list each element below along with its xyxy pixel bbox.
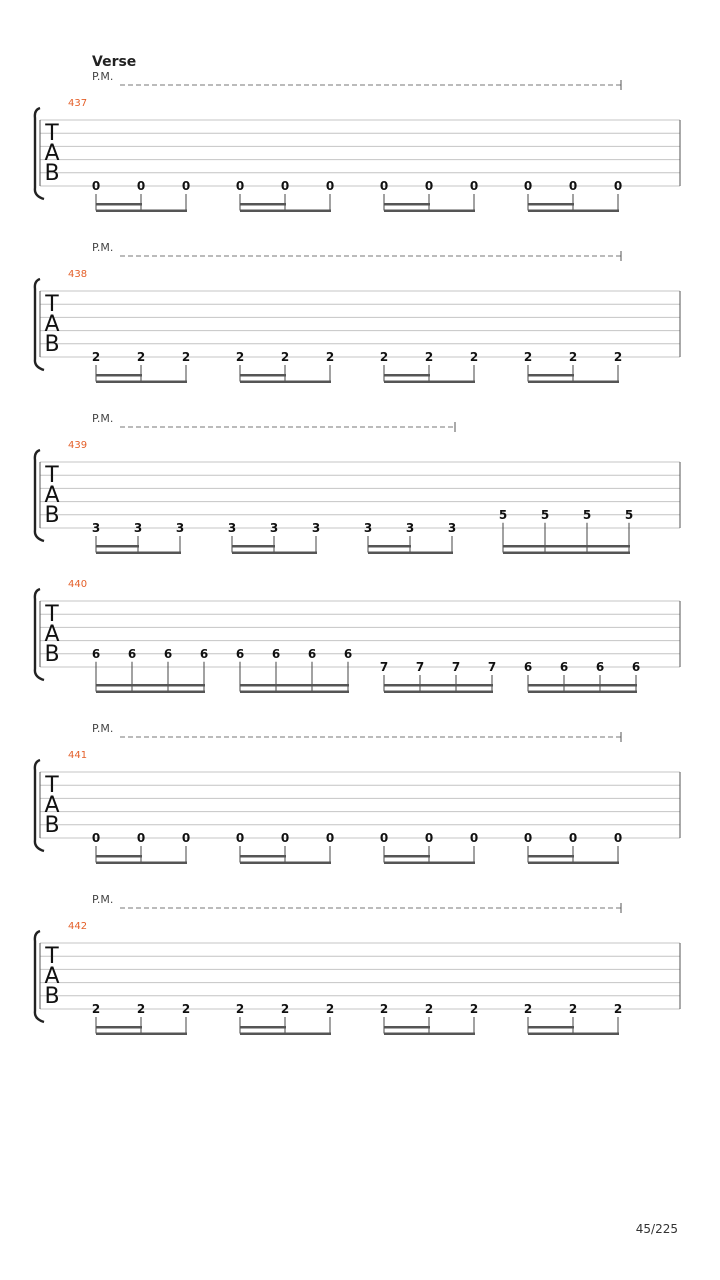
fret-number: 0 <box>325 179 335 193</box>
tab-letter: T <box>45 944 59 969</box>
beam-primary <box>503 552 630 555</box>
palm-mute-label: P.M. <box>92 893 114 906</box>
palm-mute-label: P.M. <box>92 241 114 254</box>
fret-number: 5 <box>582 507 592 522</box>
staff-svg <box>0 418 720 578</box>
system-bracket <box>35 279 44 370</box>
fret-number: 0 <box>235 179 245 193</box>
beam-secondary <box>528 203 574 206</box>
fret-number: 2 <box>379 1002 389 1016</box>
bar-number: 441 <box>68 750 88 761</box>
fret-number: 6 <box>127 646 137 661</box>
beam-primary <box>232 552 317 555</box>
beam-primary <box>528 691 637 694</box>
fret-number: 2 <box>235 1002 245 1016</box>
beam-secondary <box>96 545 139 548</box>
fret-number: 2 <box>424 350 434 364</box>
fret-number: 2 <box>469 1002 479 1016</box>
fret-number: 6 <box>271 646 281 661</box>
beam-primary <box>240 1033 331 1036</box>
tab-letter: T <box>45 463 59 488</box>
tab-letter: B <box>44 642 60 667</box>
beam-secondary <box>240 1026 286 1029</box>
tab-letter: A <box>44 622 60 647</box>
page-number: 45/225 <box>635 1222 678 1236</box>
fret-number: 6 <box>91 646 101 661</box>
tab-letter: B <box>44 984 60 1009</box>
fret-number: 6 <box>631 660 641 674</box>
beam-primary <box>528 1033 619 1036</box>
fret-number: 0 <box>424 831 434 845</box>
fret-number: 0 <box>280 831 290 845</box>
beam-secondary <box>528 855 574 858</box>
beam-primary <box>368 552 453 555</box>
tab-letter: A <box>44 141 60 166</box>
fret-number: 0 <box>280 179 290 193</box>
tab-letter: T <box>45 121 59 146</box>
fret-number: 5 <box>540 507 550 522</box>
fret-number: 2 <box>523 350 533 364</box>
fret-number: 7 <box>451 660 461 674</box>
fret-number: 2 <box>91 350 101 364</box>
fret-number: 7 <box>487 660 497 674</box>
bar-number: 437 <box>68 98 88 109</box>
beam-secondary <box>96 374 142 377</box>
beam-primary <box>240 862 331 865</box>
beam-secondary <box>240 684 349 687</box>
beam-primary <box>96 691 205 694</box>
fret-number: 0 <box>91 831 101 845</box>
staff-svg <box>0 557 720 717</box>
tab-letter: A <box>44 312 60 337</box>
beam-primary <box>240 691 349 694</box>
fret-number: 0 <box>469 179 479 193</box>
fret-number: 2 <box>469 350 479 364</box>
fret-number: 2 <box>568 350 578 364</box>
fret-number: 5 <box>498 507 508 522</box>
beam-secondary <box>528 1026 574 1029</box>
system-bracket <box>35 589 44 680</box>
fret-number: 2 <box>613 1002 623 1016</box>
fret-number: 0 <box>523 831 533 845</box>
beam-secondary <box>240 203 286 206</box>
tab-letter: T <box>45 602 59 627</box>
fret-number: 6 <box>523 660 533 674</box>
fret-number: 0 <box>91 179 101 193</box>
fret-number: 0 <box>235 831 245 845</box>
fret-number: 2 <box>523 1002 533 1016</box>
beam-secondary <box>503 545 630 548</box>
fret-number: 2 <box>235 350 245 364</box>
beam-primary <box>384 210 475 213</box>
beam-secondary <box>96 1026 142 1029</box>
tab-letter: B <box>44 161 60 186</box>
fret-number: 7 <box>415 660 425 674</box>
fret-number: 2 <box>91 1002 101 1016</box>
fret-number: 3 <box>91 521 101 535</box>
staff-svg <box>0 247 720 407</box>
tab-letter: B <box>44 332 60 357</box>
fret-number: 2 <box>568 1002 578 1016</box>
beam-primary <box>528 381 619 384</box>
beam-primary <box>96 862 187 865</box>
fret-number: 6 <box>199 646 209 661</box>
fret-number: 3 <box>269 521 279 535</box>
fret-number: 2 <box>181 350 191 364</box>
beam-secondary <box>384 684 493 687</box>
fret-number: 0 <box>568 179 578 193</box>
fret-number: 3 <box>133 521 143 535</box>
beam-primary <box>96 552 181 555</box>
staff-svg <box>0 899 720 1059</box>
palm-mute-label: P.M. <box>92 722 114 735</box>
fret-number: 0 <box>136 831 146 845</box>
beam-secondary <box>528 374 574 377</box>
beam-primary <box>528 210 619 213</box>
staff-svg <box>0 76 720 236</box>
bar-number: 439 <box>68 440 88 451</box>
fret-number: 3 <box>227 521 237 535</box>
beam-secondary <box>384 855 430 858</box>
beam-secondary <box>384 1026 430 1029</box>
fret-number: 2 <box>325 350 335 364</box>
tab-letter: B <box>44 503 60 528</box>
fret-number: 0 <box>613 179 623 193</box>
beam-secondary <box>240 855 286 858</box>
system-bracket <box>35 931 44 1022</box>
beam-primary <box>384 1033 475 1036</box>
fret-number: 2 <box>280 350 290 364</box>
fret-number: 2 <box>280 1002 290 1016</box>
tab-letter: A <box>44 793 60 818</box>
fret-number: 3 <box>447 521 457 535</box>
beam-primary <box>240 210 331 213</box>
fret-number: 6 <box>163 646 173 661</box>
palm-mute-label: P.M. <box>92 412 114 425</box>
fret-number: 2 <box>325 1002 335 1016</box>
beam-primary <box>384 691 493 694</box>
tab-letter: B <box>44 813 60 838</box>
system-bracket <box>35 760 44 851</box>
fret-number: 6 <box>343 646 353 661</box>
beam-primary <box>384 862 475 865</box>
beam-primary <box>96 210 187 213</box>
fret-number: 0 <box>424 179 434 193</box>
tab-letter: A <box>44 964 60 989</box>
fret-number: 3 <box>405 521 415 535</box>
beam-primary <box>528 862 619 865</box>
palm-mute-label: P.M. <box>92 70 114 83</box>
beam-secondary <box>240 374 286 377</box>
fret-number: 3 <box>311 521 321 535</box>
beam-secondary <box>232 545 275 548</box>
fret-number: 2 <box>424 1002 434 1016</box>
section-label: Verse <box>92 54 137 70</box>
staff-svg <box>0 728 720 888</box>
system-bracket <box>35 450 44 541</box>
beam-secondary <box>528 684 637 687</box>
bar-number: 440 <box>68 579 88 590</box>
fret-number: 0 <box>181 831 191 845</box>
beam-primary <box>96 1033 187 1036</box>
fret-number: 0 <box>379 179 389 193</box>
fret-number: 6 <box>307 646 317 661</box>
fret-number: 0 <box>325 831 335 845</box>
tab-letter: T <box>45 292 59 317</box>
fret-number: 3 <box>175 521 185 535</box>
fret-number: 7 <box>379 660 389 674</box>
beam-secondary <box>384 374 430 377</box>
beam-primary <box>240 381 331 384</box>
beam-secondary <box>384 203 430 206</box>
fret-number: 0 <box>568 831 578 845</box>
fret-number: 2 <box>136 1002 146 1016</box>
beam-primary <box>96 381 187 384</box>
fret-number: 0 <box>523 179 533 193</box>
fret-number: 0 <box>181 179 191 193</box>
bar-number: 442 <box>68 921 88 932</box>
fret-number: 0 <box>379 831 389 845</box>
fret-number: 6 <box>559 660 569 674</box>
bar-number: 438 <box>68 269 88 280</box>
beam-secondary <box>368 545 411 548</box>
fret-number: 6 <box>595 660 605 674</box>
tab-letter: T <box>45 773 59 798</box>
system-bracket <box>35 108 44 199</box>
fret-number: 3 <box>363 521 373 535</box>
fret-number: 2 <box>379 350 389 364</box>
fret-number: 2 <box>136 350 146 364</box>
fret-number: 0 <box>613 831 623 845</box>
fret-number: 5 <box>624 507 634 522</box>
beam-primary <box>384 381 475 384</box>
fret-number: 0 <box>469 831 479 845</box>
fret-number: 2 <box>181 1002 191 1016</box>
tab-letter: A <box>44 483 60 508</box>
fret-number: 0 <box>136 179 146 193</box>
beam-secondary <box>96 684 205 687</box>
beam-secondary <box>96 203 142 206</box>
beam-secondary <box>96 855 142 858</box>
fret-number: 2 <box>613 350 623 364</box>
fret-number: 6 <box>235 646 245 661</box>
